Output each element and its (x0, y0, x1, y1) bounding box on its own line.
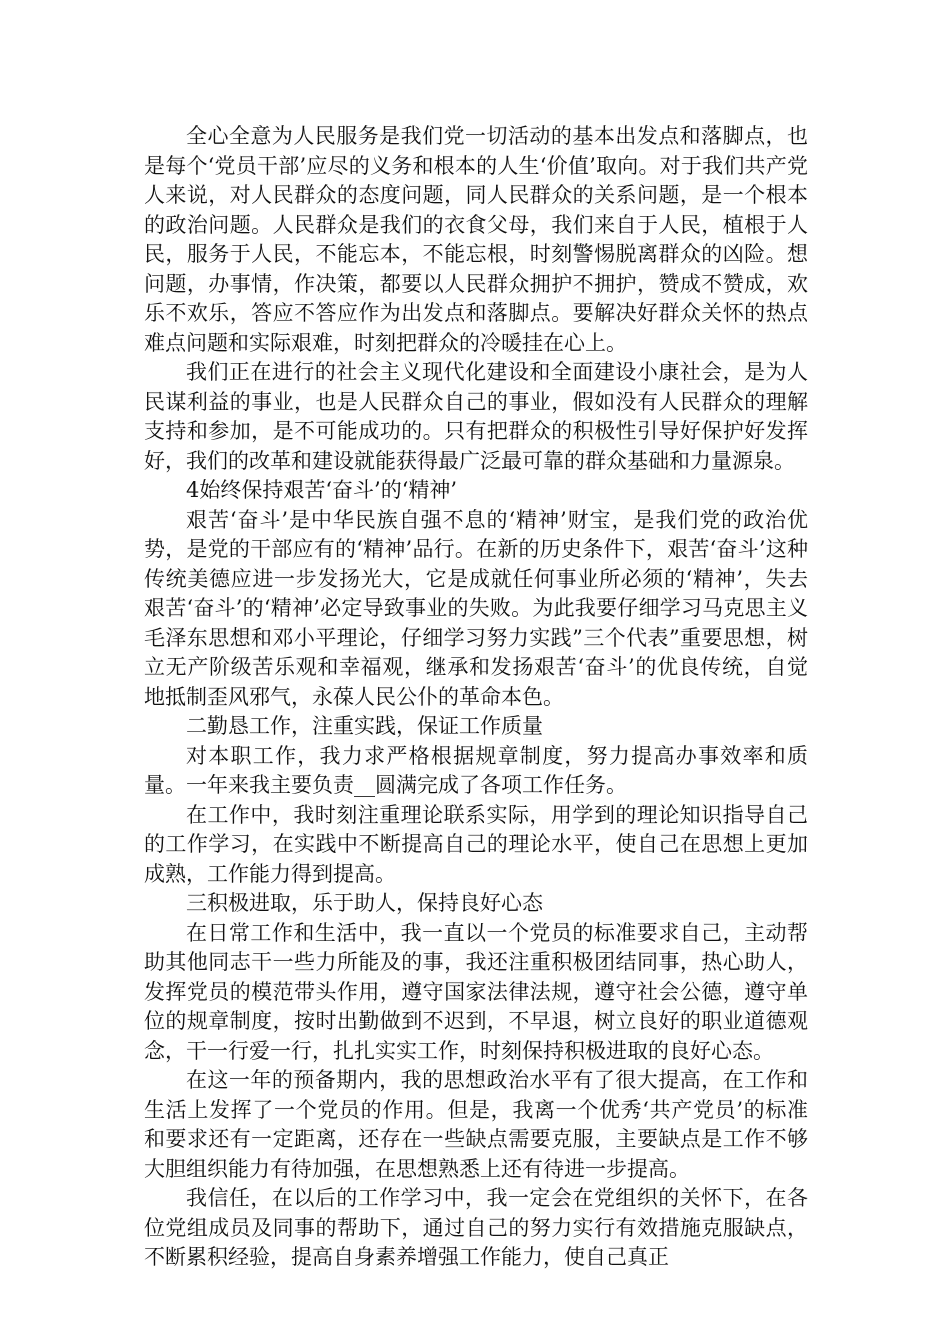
paragraph-daily-conduct: 在日常工作和生活中，我一直以一个党员的标准要求自己，主动帮助其他同志干一些力所能及的事，我还注重积极团结同事，热心助人，发挥党员的模范带头作用，遵守国家法律法规，遵守社会公德，遵守单位的规章制度，按时出勤做到不迟到，不早退，树立良好的职业道德观念，干一行爱一行，扎扎实实工作，时刻保持积极进取的良好心态。 (144, 920, 808, 1063)
paragraph-serve-people: 全心全意为人民服务是我们党一切活动的基本出发点和落脚点，也是每个‘党员干部’应尽的义务和根本的人生‘价值’取向。对于我们共产党人来说，对人民群众的态度问题，同人民群众的关系问题，是一个根本的政治问题。人民群众是我们的衣食父母，我们来自于人民，植根于人民，服务于人民，不能忘本，不能忘根，时刻警惕脱离群众的凶险。想问题，办事情，作决策，都要以人民群众拥护不拥护，赞成不赞成，欢乐不欢乐，答应不答应作为出发点和落脚点。要解决好群众关怀的热点难点问题和实际艰难，时刻把群众的冷暖挂在心上。 (144, 124, 808, 355)
section-heading-diligent-work: 二勤恳工作，注重实践，保证工作质量 (186, 714, 543, 738)
section-heading-positive-attitude: 三积极进取，乐于助人，保持良好心态 (186, 891, 543, 915)
document-body (144, 122, 808, 1273)
paragraph-socialist-construction: 我们正在进行的社会主义现代化建设和全面建设小康社会，是为人民谋利益的事业，也是人民群众自己的事业，假如没有人民群众的理解支持和参加，是不可能成功的。只有把群众的积极性引导好保护好发挥好，我们的改革和建设就能获得最广泛最可靠的群众基础和力量源泉。 (144, 360, 808, 473)
paragraph-theory-practice: 在工作中，我时刻注重理论联系实际，用学到的理论知识指导自己的工作学习，在实践中不断提高自己的理论水平，使自己在思想上更加成熟，工作能力得到提高。 (144, 802, 808, 886)
paragraph-future-commitment: 我信任，在以后的工作学习中，我一定会在党组织的关怀下，在各位党组成员及同事的帮助下，通过自己的努力实行有效措施克服缺点，不断累积经验，提高自身素养增强工作能力，使自己真正 (144, 1186, 808, 1269)
section-heading-hard-work-spirit: 4始终保持艰苦‘奋斗’的‘精神’ (186, 478, 458, 502)
paragraph-job-duties: 对本职工作，我力求严格根据规章制度，努力提高办事效率和质量。一年来我主要负责__圆满完成了各项工作任务。 (144, 743, 808, 797)
paragraph-hard-work: 艰苦‘奋斗’是中华民族自强不息的‘精神’财宝，是我们党的政治优势，是党的干部应有的‘精神’品行。在新的历史条件下，艰苦‘奋斗’这种传统美德应进一步发扬光大，它是成就任何事业所必须的‘精神’，失去艰苦‘奋斗’的‘精神’必定导致事业的失败。为此我要仔细学习马克思主义毛泽东思想和邓小平理论，仔细学习努力实践”三个代表”重要思想，树立无产阶级苦乐观和幸福观，继承和发扬艰苦‘奋斗’的优良传统，自觉地抵制歪风邪气，永葆人民公仆的革命本色。 (144, 507, 808, 709)
paragraph-probation-review: 在这一年的预备期内，我的思想政治水平有了很大提高，在工作和生活上发挥了一个党员的作用。但是，我离一个优秀‘共产党员’的标准和要求还有一定距离，还存在一些缺点需要克服，主要缺点是工作不够大胆组织能力有待加强，在思想熟悉上还有待进一步提高。 (144, 1068, 808, 1181)
